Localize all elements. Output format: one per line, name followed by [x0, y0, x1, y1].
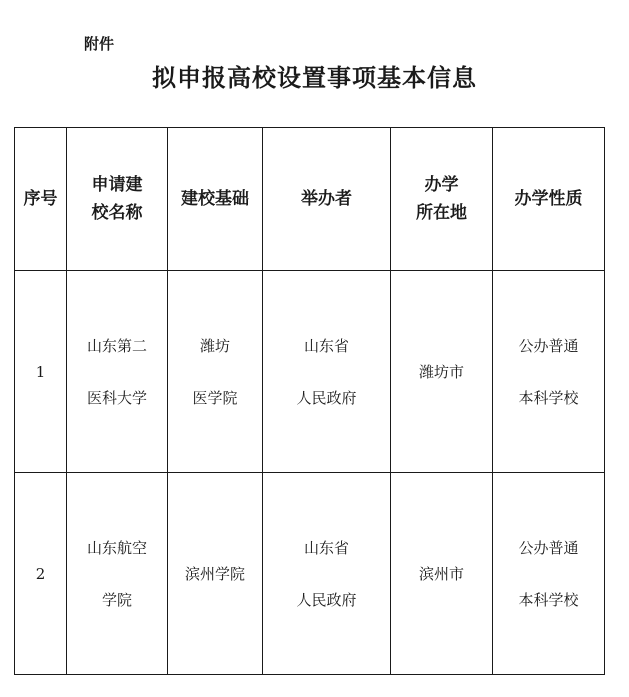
cell-line: 公办普通: [518, 336, 579, 355]
header-line: 举办者: [301, 189, 352, 209]
cell-line: 潍坊市: [418, 362, 464, 381]
cell-sponsor: [263, 473, 391, 675]
header-sponsor: [263, 128, 391, 271]
cell-line: 人民政府: [296, 590, 357, 609]
header-line: 所在地: [416, 203, 467, 223]
page-title: 拟申报高校设置事项基本信息: [152, 64, 477, 92]
cell-line: 潍坊: [199, 336, 230, 355]
header-seq: [15, 128, 67, 271]
cell-basis: [168, 473, 263, 675]
cell-nature: [493, 271, 605, 473]
cell-line: 医科大学: [86, 388, 147, 407]
table-row: [15, 473, 605, 675]
cell-line: 山东第二: [86, 336, 147, 355]
cell-line: 医学院: [192, 388, 238, 407]
cell-line: 山东省: [303, 538, 349, 557]
header-line: 序号: [23, 189, 58, 209]
cell-line: 滨州学院: [184, 564, 245, 583]
cell-line: 学院: [101, 590, 132, 609]
header-school-name: [67, 128, 168, 271]
cell-nature: [493, 473, 605, 675]
cell-sponsor: [263, 271, 391, 473]
cell-basis: [168, 271, 263, 473]
header-location: [391, 128, 493, 271]
info-table: [14, 127, 605, 675]
cell-location: [391, 271, 493, 473]
cell-line: 山东航空: [86, 538, 147, 557]
cell-seq: [15, 473, 67, 675]
cell-line: 2: [35, 564, 46, 583]
header-line: 办学性质: [514, 189, 583, 209]
header-line: 校名称: [91, 203, 143, 223]
cell-seq: [15, 271, 67, 473]
cell-line: 本科学校: [518, 388, 579, 407]
header-line: 建校基础: [181, 189, 249, 209]
table-row: [15, 271, 605, 473]
header-line: 办学: [424, 175, 459, 195]
cell-line: 人民政府: [296, 388, 357, 407]
cell-line: 1: [35, 362, 46, 381]
cell-school-name: [67, 473, 168, 675]
table-header-row: [15, 128, 605, 271]
cell-location: [391, 473, 493, 675]
cell-school-name: [67, 271, 168, 473]
cell-line: 山东省: [303, 336, 349, 355]
cell-line: 本科学校: [518, 590, 579, 609]
header-basis: [168, 128, 263, 271]
header-line: 申请建: [91, 175, 143, 195]
attachment-label: 附件: [84, 35, 115, 53]
header-nature: [493, 128, 605, 271]
cell-line: 滨州市: [418, 564, 464, 583]
cell-line: 公办普通: [518, 538, 579, 557]
